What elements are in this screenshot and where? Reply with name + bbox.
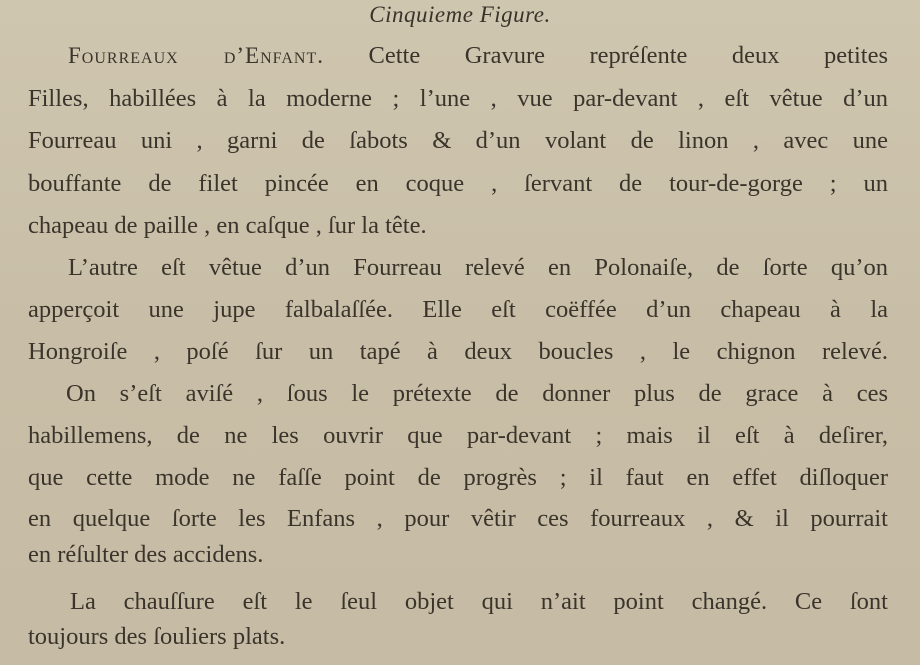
text-line: en quelque ſorte les Enfans , pour vêtir ces fourreaux , & il pourrait: [28, 505, 888, 532]
text-line: On s’eſt aviſé , ſous le prétexte de donner plus de grace à ces: [66, 380, 888, 407]
text-line: bouffante de filet pincée en coque , ſervant de tour-de-gorge ; un: [28, 170, 888, 197]
text-line: toujours des ſouliers plats.: [28, 623, 286, 650]
text-line: [68, 41, 888, 71]
text-line: chapeau de paille , en caſque , ſur la tête.: [28, 212, 427, 239]
text-line: apperçoit une jupe falbalaſſée. Elle eſt coëffée d’un chapeau à la: [28, 296, 888, 323]
line-text: Cette Gravure repréſente deux petites: [368, 42, 889, 69]
text-line: en réſulter des accidens.: [28, 541, 264, 568]
text-line: que cette mode ne faſſe point de progrès ; il faut en effet diſloquer: [28, 464, 888, 491]
text-line: Fourreau uni , garni de ſabots & d’un volant de linon , avec une: [28, 127, 888, 154]
section-heading: Fourreaux d’Enfant.: [68, 43, 324, 68]
text-line: La chauſſure eſt le ſeul objet qui n’ait point changé. Ce ſont: [70, 588, 888, 615]
text-line: habillemens, de ne les ouvrir que par-devant ; mais il eſt à deſirer,: [28, 422, 888, 449]
text-line: L’autre eſt vêtue d’un Fourreau relevé en Polonaiſe, de ſorte qu’on: [68, 254, 888, 281]
text-line: Filles, habillées à la moderne ; l’une , vue par-devant , eſt vêtue d’un: [28, 85, 888, 112]
text-line: Hongroiſe , poſé ſur un tapé à deux boucles , le chignon relevé.: [28, 338, 888, 365]
page-title: Cinquieme Figure.: [369, 2, 551, 27]
